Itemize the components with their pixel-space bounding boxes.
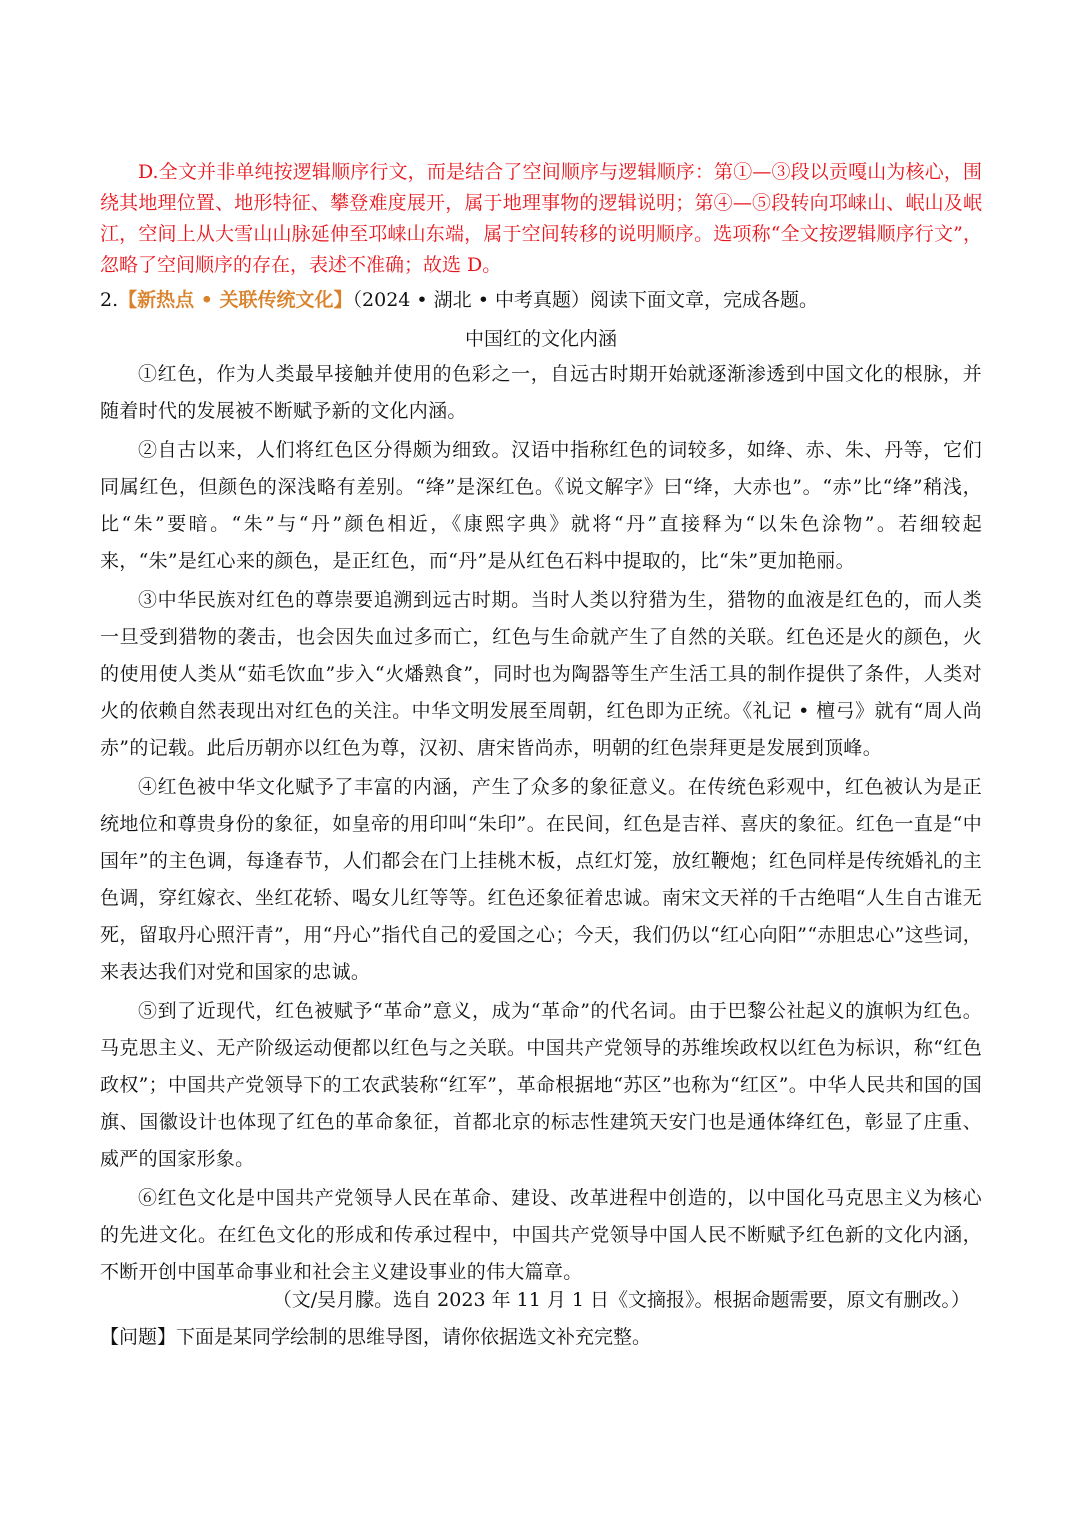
article-paragraph-5: ⑤到了近现代，红色被赋予“革命”意义，成为“革命”的代名词。由于巴黎公社起义的旗帜为红色。马克思主义、无产阶级运动便都以红色与之关联。中国共产党领导的苏维埃政权以红色为标识，称“红色政权”；中国共产党领导下的工农武装称“红军”，革命根据地“苏区”也称为“红区”。中华人民共和国的国旗、国徽设计也体现了红色的革命象征，首都北京的标志性建筑天安门也是通体绛红色，彰显了庄重、威严的国家形象。 — [100, 1000, 982, 1170]
article-paragraph-3: ③中华民族对红色的尊崇要追溯到远古时期。当时人类以狩猎为生，猎物的血液是红色的，而人类一旦受到猎物的袭击，也会因失血过多而亡，红色与生命就产生了自然的关联。红色还是火的颜色，火的使用使人类从“茹毛饮血”步入“火燔熟食”，同时也为陶器等生产生活工具的制作提供了条件，人类对火的依赖自然表现出对红色的关注。中华文明发展至周朝，红色即为正统。《礼记 • 檀弓》就有“周人尚赤”的记载。此后历朝亦以红色为尊，汉初、唐宋皆尚赤，明朝的红色崇拜更是发展到顶峰。 — [100, 589, 982, 759]
article-body — [100, 356, 982, 1293]
article-credit: （文/吴月朦。选自 2023 年 11 月 1 日《文摘报》。根据命题需要，原文有删改。） — [272, 1289, 970, 1311]
question-header — [100, 285, 982, 316]
answer-explanation: D.全文并非单纯按逻辑顺序行文，而是结合了空间顺序与逻辑顺序：第①—③段以贡嘎山为核心，围绕其地理位置、地形特征、攀登难度展开，属于地理事物的逻辑说明；第④—⑤段转向邛崃山、岷山及岷江，空间上从大雪山山脉延伸至邛崃山东端，属于空间转移的说明顺序。选项称“全文按逻辑顺序行文”，忽略了空间顺序的存在，表述不准确；故选 D。 — [100, 161, 982, 276]
question-tag: 【新热点 • 关联传统文化】 — [118, 289, 353, 311]
question-prompt: 【问题】下面是某同学绘制的思维导图，请你依据选文补充完整。 — [100, 1326, 652, 1348]
article-paragraph-2: ②自古以来，人们将红色区分得颇为细致。汉语中指称红色的词较多，如绛、赤、朱、丹等，它们同属红色，但颜色的深浅略有差别。“绛”是深红色。《说文解字》曰“绛，大赤也”。“赤”比“绛”稍浅，比“朱”要暗。“朱”与“丹”颜色相近，《康熙字典》就将“丹”直接释为“以朱色涂物”。若细较起来，“朱”是红心来的颜色，是正红色，而“丹”是从红色石料中提取的，比“朱”更加艳丽。 — [100, 439, 982, 572]
article-paragraph-1: ①红色，作为人类最早接触并使用的色彩之一，自远古时期开始就逐渐渗透到中国文化的根脉，并随着时代的发展被不断赋予新的文化内涵。 — [100, 363, 982, 422]
article-paragraph-4: ④红色被中华文化赋予了丰富的内涵，产生了众多的象征意义。在传统色彩观中，红色被认为是正统地位和尊贵身份的象征，如皇帝的用印叫“朱印”。在民间，红色是吉祥、喜庆的象征。红色一直是“中国年”的主色调，每逢春节，人们都会在门上挂桃木板，点红灯笼，放红鞭炮；红色同样是传统婚礼的主色调，穿红嫁衣、坐红花轿、喝女儿红等等。红色还象征着忠诚。南宋文天祥的千古绝唱“人生自古谁无死，留取丹心照汗青”，用“丹心”指代自己的爱国之心；今天，我们仍以“红心向阳”“赤胆忠心”这些词，来表达我们对党和国家的忠诚。 — [100, 776, 982, 983]
question-number: 2. — [100, 289, 119, 311]
question-source: （2024 • 湖北 • 中考真题）阅读下面文章，完成各题。 — [352, 289, 818, 311]
article-title: 中国红的文化内涵 — [464, 328, 617, 350]
article-paragraph-6: ⑥红色文化是中国共产党领导人民在革命、建设、改革进程中创造的，以中国化马克思主义为核心的先进文化。在红色文化的形成和传承过程中，中国共产党领导中国人民不断赋予红色新的文化内涵，不断开创中国革命事业和社会主义建设事业的伟大篇章。 — [100, 1187, 982, 1283]
